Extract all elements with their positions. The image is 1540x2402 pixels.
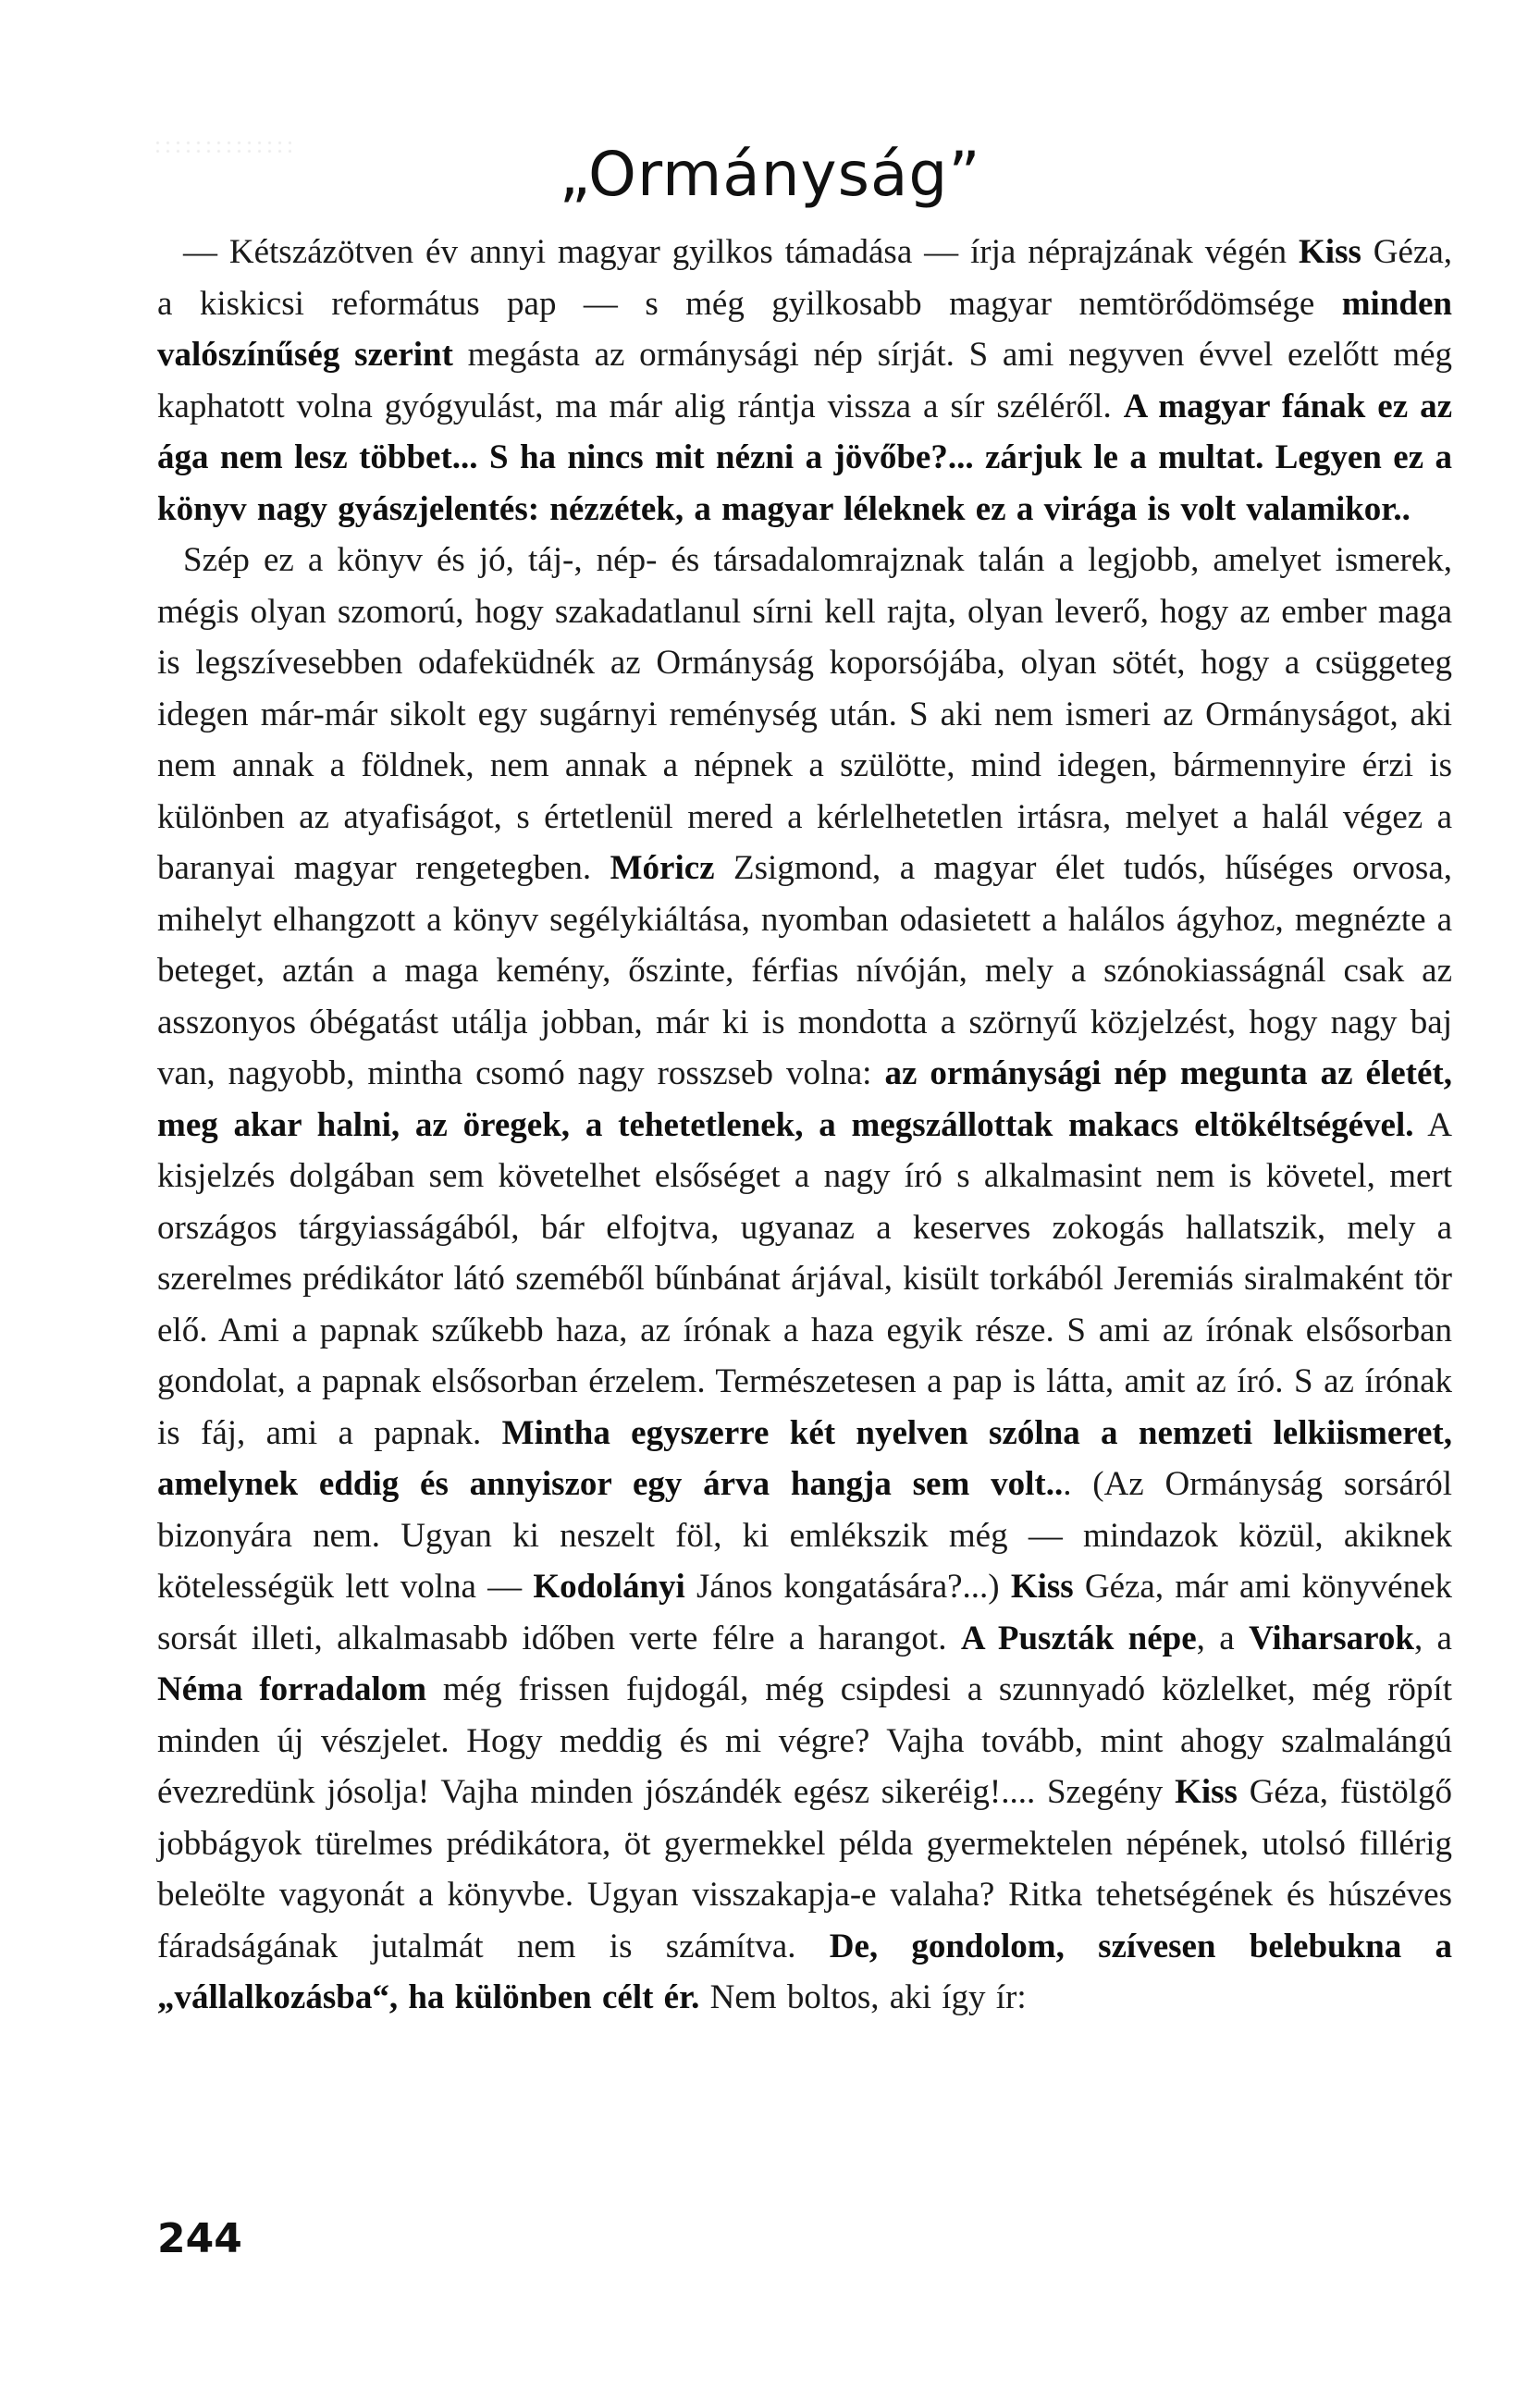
text-run: , a [1196, 1619, 1250, 1657]
body-text [157, 227, 1452, 2024]
emphasized-text: A magyar fának ez az ága nem lesz többet... S ha nincs mit nézni a jövőbe?... zárjuk le a multat. Legyen ez a könyv nagy gyászjelentés: nézzétek, a magyar léleknek ez a virága is volt valamikor.. [157, 387, 1452, 528]
text-run: Géza, már ami könyvének sorsát illeti, alkalmasabb időben verte félre a harangot. [157, 1568, 1453, 1657]
emphasized-text: A Puszták népe [960, 1619, 1197, 1657]
text-run: A kisjelzés dolgában sem követelhet elsőséget a nagy író s alkalmasint nem is követel, mert országos tárgyiasságából, bár elfojtva, ugyanaz a keserves zokogás hallatszik, mely a szerelmes prédikátor látó szeméből bűnbánat árjával, kisült torkából Jeremiás siralmaként tör elő. Ami a papnak szűkebb haza, az írónak a haza egyik része. S ami az írónak elsősorban gondolat, a papnak elsősorban érzelem. Természetesen a pap is látta, amit az író. S az írónak is fáj, ami a papnak. [157, 1105, 1452, 1452]
text-run: János kongatására?...) [684, 1568, 1011, 1606]
text-run: Zsigmond, a magyar élet tudós, hűséges orvosa, mihelyt elhangzott a könyv segélykiáltása, nyomban odasietett a halálos ágyhoz, megnézte a beteget, aztán a maga kemény, őszinte, férfias nívóján, mely a szónokiasságnál csak az asszonyos óbégatást utálja jobban, már ki is mondotta a szörnyű közjelzést, hogy nagy baj van, nagyobb, mintha csomó nagy rosszseb volna: [157, 849, 1453, 1092]
text-run: , a [1413, 1619, 1452, 1657]
text-run: — Kétszázötven év annyi magyar gyilkos támadása — írja néprajzának végén [183, 233, 1300, 271]
emphasized-text: Kiss [1299, 233, 1361, 271]
text-run: Nem boltos, aki így ír: [699, 1978, 1027, 2016]
emphasized-text: Mintha egyszerre két nyelven szólna a nemzeti lelkiismeret, amelynek eddig és annyiszor egy árva hangja sem volt.. [157, 1413, 1453, 1503]
emphasized-text: Néma forradalom [157, 1670, 427, 1708]
emphasized-text: Kiss [1175, 1773, 1238, 1811]
paragraph [157, 227, 1452, 535]
text-run: megásta az ormánysági nép sírját. S ami negyven évvel ezelőtt még kaphatott volna gyógyulást, ma már alig rántja vissza a sír széléről. [157, 336, 1453, 425]
emphasized-text: az ormánysági nép megunta az életét, meg akar halni, az öregek, a tehetetlenek, a megszállottak makacs eltökéltségével. [157, 1054, 1452, 1144]
emphasized-text: minden valószínűség szerint [157, 284, 1452, 374]
text-run: még frissen fujdogál, még csipdesi a szunnyadó közlelket, még röpít minden új vészjelet. Hogy meddig és mi végre? Vajha tovább, mint ahogy szalmalángú évezredünk jósolja! Vajha minden jószándék egész sikeréig!.... Szegény [157, 1670, 1452, 1811]
emphasized-text: Móricz [610, 849, 715, 887]
chapter-title: „Ormányság” [559, 139, 981, 210]
emphasized-text: Kodolányi [533, 1568, 685, 1606]
text-run: Géza, a kiskicsi református pap — s még gyilkosabb magyar nemtörődömsége [157, 233, 1452, 323]
paragraph [157, 535, 1452, 2024]
emphasized-text: De, gondolom, szívesen belebukna a „vállalkozásba“, ha különben célt ér. [157, 1927, 1452, 2016]
emphasized-text: Viharsarok [1249, 1619, 1414, 1657]
text-run: . (Az Ormányság sorsáról bizonyára nem. Ugyan ki neszelt föl, ki emlékszik még — mindazok közül, akiknek kötelességük lett volna — [157, 1465, 1453, 1606]
text-run: Géza, füstölgő jobbágyok türelmes prédikátora, öt gyermekkel példa gyermektelen népének, utolsó fillérig beleölte vagyonát a könyvbe. Ugyan visszakapja-e valaha? Ritka tehetségének és húszéves fáradságának jutalmát nem is számítva. [157, 1773, 1452, 1965]
text-run: Szép ez a könyv és jó, táj-, nép- és társadalomrajznak talán a legjobb, amelyet ismerek, mégis olyan szomorú, hogy szakadatlanul sírni kell rajta, olyan leverő, hogy az ember maga is legszívesebben odafeküdnék az Ormányság koporsójába, olyan sötét, hogy a csüggeteg idegen már-már sikolt egy sugárnyi reménység után. S aki nem ismeri az Ormányságot, aki nem annak a földnek, nem annak a népnek a szülötte, mind idegen, bármennyire érzi is különben az atyafiságot, s értetlenül mered a kérlelhetetlen irtásra, melyet a halál végez a baranyai magyar rengetegben. [157, 541, 1452, 887]
emphasized-text: Kiss [1010, 1568, 1074, 1606]
page-number: 244 [157, 2215, 242, 2262]
